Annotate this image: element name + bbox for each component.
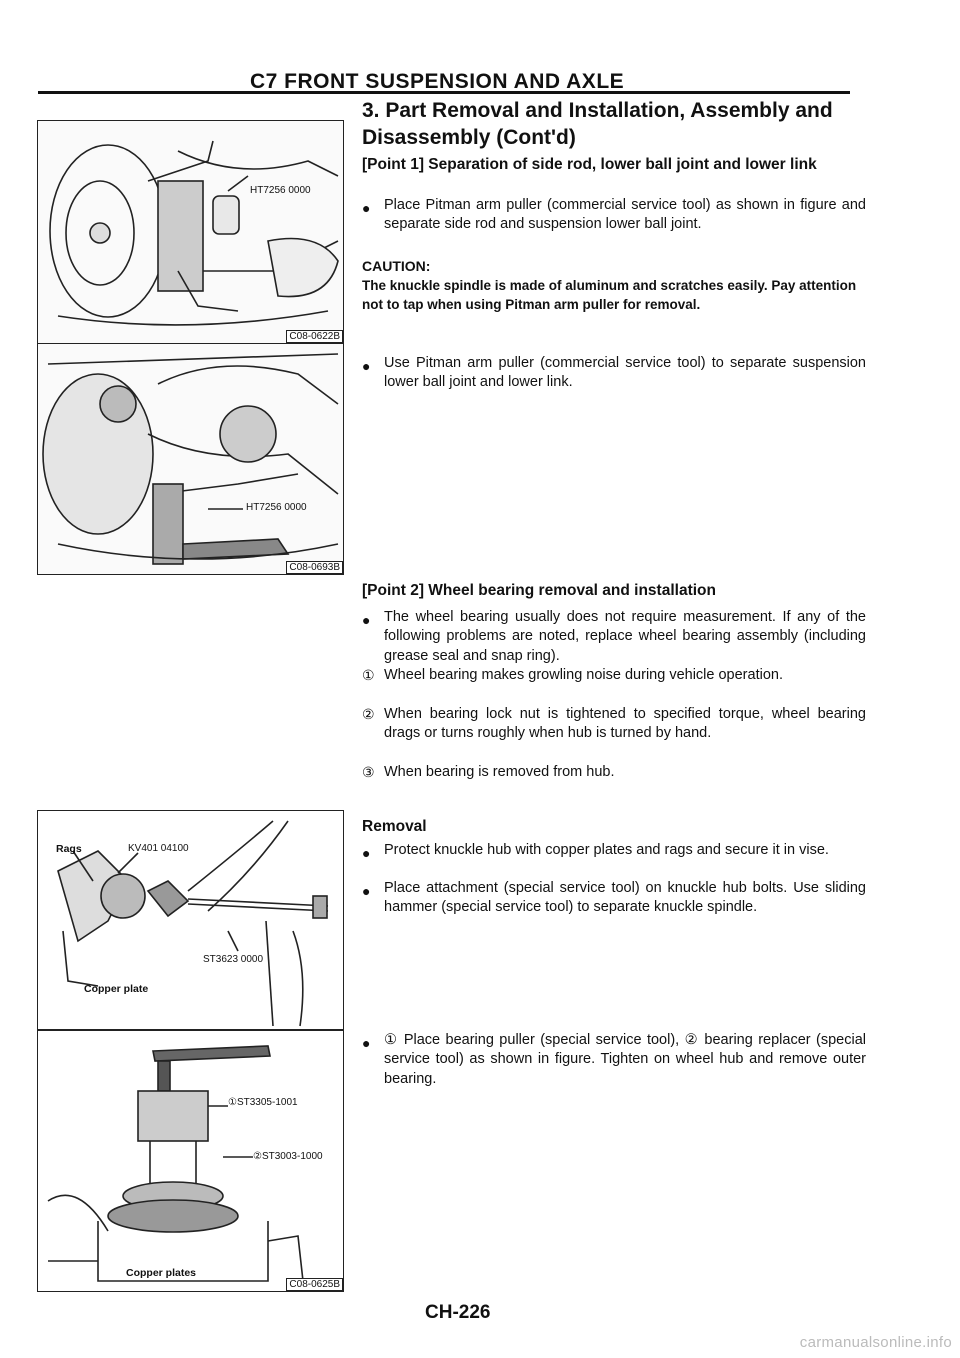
bullet-marker: ● — [362, 1035, 371, 1051]
point1-heading: [Point 1] Separation of side rod, lower ball joint and lower link — [362, 156, 817, 173]
bullet-marker: ● — [362, 358, 371, 374]
point2-item3: When bearing is removed from hub. — [384, 764, 615, 780]
point1-bullet2: Use Pitman arm puller (commercial service tool) to separate suspension lower ball joint and lower link. — [384, 355, 866, 391]
fig4-tool2-callout: ②ST3003-1000 — [253, 1151, 323, 1162]
fig1-tool-callout: HT7256 0000 — [250, 185, 311, 196]
removal-heading: Removal — [362, 818, 427, 835]
fig1-code: C08-0622B — [286, 330, 343, 343]
fig3-plate-callout: Copper plate — [84, 983, 149, 995]
point2-bullet1: The wheel bearing usually does not require measurement. If any of the following problems are noted, replace wheel bearing assembly (including grease seal and snap ring). — [384, 609, 866, 664]
fig3-tool-b-callout: ST3623 0000 — [203, 954, 264, 965]
figure-illustration — [38, 811, 343, 1029]
page-number: CH-226 — [425, 1302, 491, 1323]
item-number-1: ① — [362, 667, 375, 683]
section-title: 3. Part Removal and Installation, Assembly and Disassembly (Cont'd) — [362, 99, 833, 149]
bullet-marker: ● — [362, 883, 371, 899]
figure-illustration — [38, 344, 343, 574]
fig4-plates-callout: Copper plates — [126, 1267, 197, 1279]
fig3-tool-a-callout: KV401 04100 — [128, 843, 189, 854]
fig4-tool1-callout: ①ST3305-1001 — [228, 1097, 298, 1108]
removal-bullet2: Place attachment (special service tool) on knuckle hub bolts. Use sliding hammer (special service tool) to separate knuckle spindle. — [384, 880, 866, 916]
fig3-rags-callout: Rags — [56, 843, 82, 855]
bullet-marker: ● — [362, 612, 371, 628]
point2-heading: [Point 2] Wheel bearing removal and installation — [362, 582, 716, 599]
fig2-code: C08-0693B — [286, 561, 343, 574]
figure-pitman-puller-side-rod — [37, 120, 344, 344]
fig2-tool-callout: HT7256 0000 — [246, 502, 307, 513]
page-header-title: C7 FRONT SUSPENSION AND AXLE — [250, 70, 625, 93]
bullet-marker: ● — [362, 845, 371, 861]
figure-pitman-puller-lower-link — [37, 343, 344, 575]
bullet-marker: ● — [362, 200, 371, 216]
removal-bullet1: Protect knuckle hub with copper plates and rags and secure it in vise. — [384, 842, 829, 858]
caution-text: The knuckle spindle is made of aluminum and scratches easily. Pay attention not to tap when using Pitman arm puller for removal. — [362, 278, 857, 312]
figure-illustration — [38, 121, 343, 343]
point2-item2: When bearing lock nut is tightened to specified torque, wheel bearing drags or turns roughly when hub is turned by hand. — [384, 706, 866, 742]
watermark: carmanualsonline.info — [799, 1334, 952, 1351]
item-number-2: ② — [362, 706, 375, 722]
figure-knuckle-spindle-removal — [37, 810, 344, 1030]
point1-bullet1: Place Pitman arm puller (commercial service tool) as shown in figure and separate side rod and suspension lower ball joint. — [384, 197, 866, 233]
header-rule — [38, 91, 850, 94]
point2-item1: Wheel bearing makes growling noise during vehicle operation. — [384, 667, 783, 683]
figure-outer-bearing-removal — [37, 1030, 344, 1292]
removal-bullet3: ① Place bearing puller (special service tool), ② bearing replacer (special service tool) as shown in figure. Tighten on wheel hub and remove outer bearing. — [384, 1032, 866, 1087]
caution-label: CAUTION: — [362, 258, 431, 274]
fig4-code: C08-0625B — [286, 1278, 343, 1291]
item-number-3: ③ — [362, 764, 375, 780]
